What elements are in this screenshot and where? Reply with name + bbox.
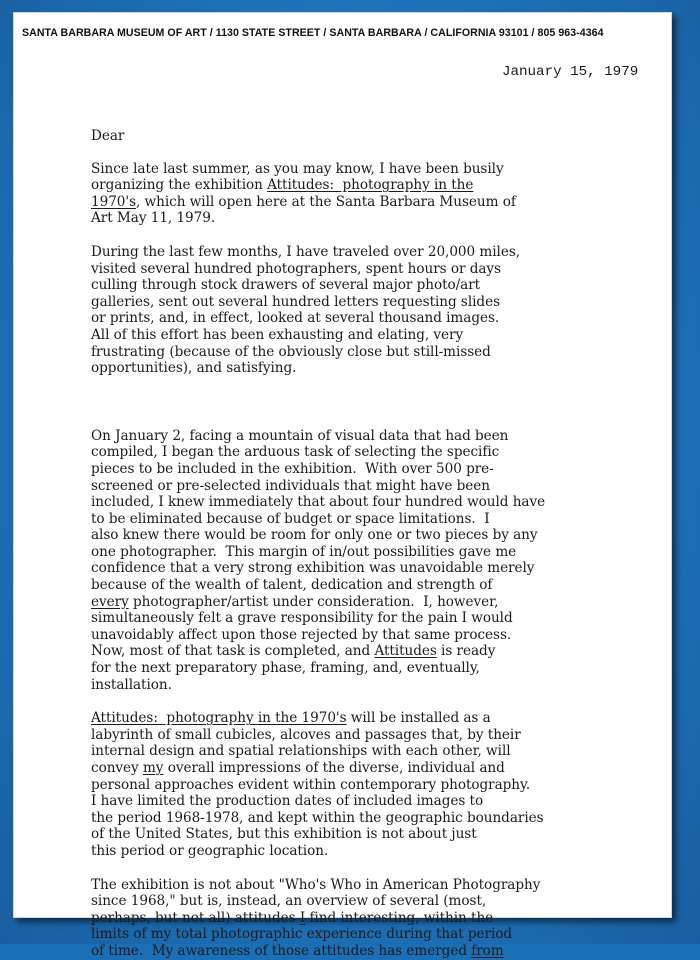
text-line	[91, 743, 666, 760]
text-segment: On January 2, facing a mountain of visual data that had been	[91, 427, 509, 444]
underlined-text: Attitudes	[374, 643, 437, 660]
text-segment: find interesting, within the	[305, 909, 494, 926]
text-segment: frustrating (because of the obviously close but still-missed	[91, 343, 491, 360]
underlined-text: every	[91, 593, 129, 610]
text-segment: opportunities), and satisfying.	[91, 360, 297, 377]
text-segment: screened or pre-selected individuals that might have been	[91, 477, 490, 494]
text-segment: Since late last summer, as you may know, I have been busily	[91, 160, 504, 177]
text-line	[91, 478, 666, 495]
letter-body	[91, 128, 666, 960]
text-line	[91, 444, 666, 461]
paragraph	[91, 161, 666, 227]
text-line	[91, 710, 666, 727]
paragraph	[91, 428, 666, 694]
text-line	[91, 461, 666, 478]
text-segment: internal design and spatial relationships with each other, will	[91, 743, 511, 760]
text-segment: for the next preparatory phase, framing, and, eventually,	[91, 660, 480, 677]
text-line	[91, 627, 666, 644]
underlined-text: I	[299, 909, 306, 926]
text-segment: labyrinth of small cubicles, alcoves and passages that, by their	[91, 726, 521, 743]
text-segment: this period or geographic location.	[91, 842, 329, 859]
paragraph-list	[91, 161, 666, 960]
paragraph-spacer	[91, 377, 666, 428]
text-line	[91, 777, 666, 794]
text-line	[91, 494, 666, 511]
text-line	[91, 610, 666, 627]
underlined-text: Attitudes: photography in the	[267, 177, 474, 194]
underlined-text: 1970's	[91, 193, 137, 210]
text-segment: of the United States, but this exhibition is not about just	[91, 826, 477, 843]
text-segment: compiled, I began the arduous task of selecting the specific	[91, 444, 500, 461]
text-segment: convey	[91, 760, 143, 776]
text-line	[91, 511, 666, 528]
text-segment: galleries, sent out several hundred letters requesting slides	[91, 293, 500, 310]
text-segment: overall impressions of the diverse, individual and	[163, 760, 505, 776]
letter-date: January 15, 1979	[502, 64, 639, 80]
text-line	[91, 826, 666, 843]
text-line	[91, 277, 666, 294]
text-line	[91, 910, 666, 927]
underlined-text: my	[142, 760, 164, 776]
text-segment: one photographer. This margin of in/out possibilities gave me	[91, 543, 517, 560]
paragraph	[91, 710, 666, 859]
text-segment: confidence that a very strong exhibition was unavoidable merely	[91, 560, 535, 577]
text-segment: since 1968," but is, instead, an overview of several (most,	[91, 893, 487, 910]
paragraph-spacer	[91, 227, 666, 244]
text-line	[91, 344, 666, 361]
text-segment: The exhibition is not about "Who's Who in American Photography	[91, 876, 541, 893]
text-line	[91, 760, 666, 777]
text-segment: will be installed as a	[346, 710, 491, 727]
text-segment: or prints, and, in effect, looked at several thousand images.	[91, 310, 500, 327]
text-segment: also knew there would be room for only one or two pieces by any	[91, 527, 538, 544]
paragraph	[91, 244, 666, 377]
text-line	[91, 360, 666, 377]
text-line	[91, 527, 666, 544]
text-line	[91, 560, 666, 577]
text-line	[91, 643, 666, 660]
text-line	[91, 210, 666, 227]
text-segment: is ready	[436, 643, 496, 660]
text-segment: Art May 11, 1979.	[91, 210, 216, 227]
text-segment: organizing the exhibition	[91, 177, 268, 194]
text-line	[91, 727, 666, 744]
text-segment: culling through stock drawers of several major photo/art	[91, 277, 481, 294]
text-segment: included, I knew immediately that about four hundred would have	[91, 494, 546, 511]
underlined-text: Attitudes: photography in the 1970's	[91, 710, 347, 727]
text-line	[91, 660, 666, 677]
letterhead: SANTA BARBARA MUSEUM OF ART / 1130 STATE STREET / SANTA BARBARA / CALIFORNIA 93101 / 805 963-4364	[22, 27, 604, 39]
text-segment: visited several hundred photographers, spent hours or days	[91, 260, 501, 277]
text-line	[91, 310, 666, 327]
text-segment: limits of my total photographic experience during that period	[91, 926, 513, 943]
text-segment: I have limited the production dates of included images to	[91, 793, 484, 810]
text-line	[91, 327, 666, 344]
text-line	[91, 577, 666, 594]
text-line	[91, 677, 666, 694]
text-line	[91, 893, 666, 910]
paragraph-spacer	[91, 693, 666, 710]
text-segment: unavoidably affect upon those rejected by that same process.	[91, 626, 512, 643]
text-line	[91, 926, 666, 943]
text-line	[91, 161, 666, 178]
paragraph-spacer	[91, 860, 666, 877]
text-segment: personal approaches evident within contemporary photography.	[91, 776, 531, 793]
paragraph	[91, 877, 666, 960]
text-line	[91, 843, 666, 860]
text-line	[91, 261, 666, 278]
text-segment: to be eliminated because of budget or space limitations. I	[91, 510, 490, 527]
text-segment: photographer/artist under consideration. I, however,	[128, 593, 499, 610]
underlined-text: from	[471, 942, 504, 959]
text-line	[91, 810, 666, 827]
text-segment: During the last few months, I have traveled over 20,000 miles,	[91, 243, 521, 260]
text-segment: the period 1968-1978, and kept within the geographic boundaries	[91, 809, 544, 826]
letter-page	[13, 12, 672, 959]
text-segment: installation.	[91, 676, 172, 693]
text-segment: pieces to be included in the exhibition. With over 500 pre-	[91, 460, 494, 477]
text-segment: because of the wealth of talent, dedication and strength of	[91, 577, 493, 594]
text-segment: All of this effort has been exhausting and elating, very	[91, 326, 464, 343]
salutation: Dear	[91, 128, 125, 144]
text-line	[91, 244, 666, 261]
text-segment: simultaneously felt a grave responsibility for the pain I would	[91, 610, 513, 627]
text-line	[91, 943, 666, 960]
text-line	[91, 194, 666, 211]
text-segment: perhaps, but not all) attitudes	[91, 909, 300, 926]
text-line	[91, 877, 666, 894]
text-segment: of time. My awareness of those attitudes has emerged	[91, 942, 472, 959]
text-line	[91, 544, 666, 561]
text-line	[91, 428, 666, 445]
text-line	[91, 594, 666, 611]
text-line	[91, 793, 666, 810]
text-line	[91, 177, 666, 194]
text-line	[91, 294, 666, 311]
text-segment: Now, most of that task is completed, and	[91, 643, 375, 660]
text-segment: , which will open here at the Santa Barbara Museum of	[136, 193, 516, 210]
